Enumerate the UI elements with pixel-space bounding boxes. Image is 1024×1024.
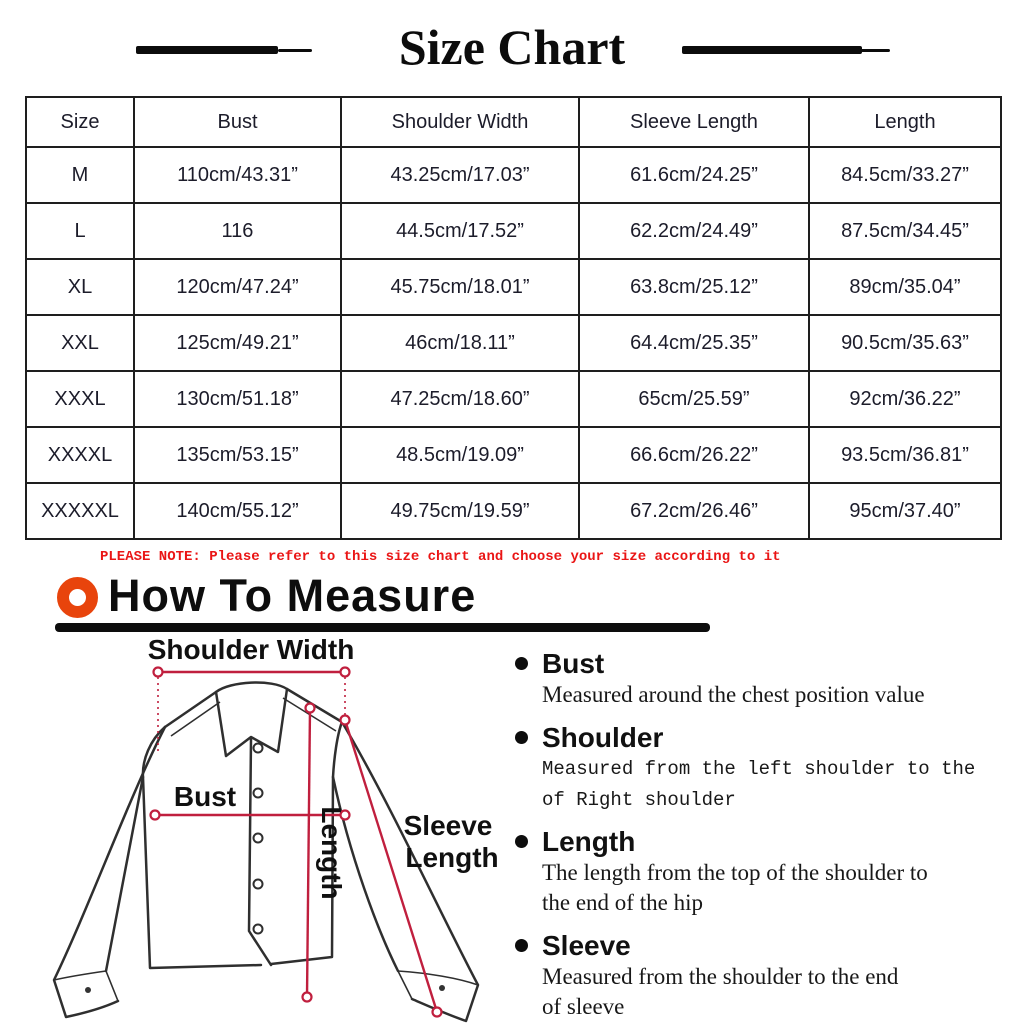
table-cell: 120cm/47.24” — [134, 259, 341, 315]
table-cell: 65cm/25.59” — [579, 371, 809, 427]
table-cell: 62.2cm/24.49” — [579, 203, 809, 259]
measure-description: of sleeve — [542, 994, 625, 1019]
column-header-bust: Bust — [134, 97, 341, 147]
jacket-left-cuff-seam — [54, 971, 118, 1001]
column-header-size: Size — [26, 97, 134, 147]
table-cell: 48.5cm/19.09” — [341, 427, 579, 483]
sleeve-length-label-line1: Sleeve — [403, 810, 493, 841]
table-cell: 84.5cm/33.27” — [809, 147, 1001, 203]
table-cell: L — [26, 203, 134, 259]
jacket-left-cuff-button — [85, 987, 91, 993]
table-cell: 140cm/55.12” — [134, 483, 341, 539]
title-rule-right — [682, 46, 862, 54]
measure-term: Sleeve — [542, 930, 631, 961]
measure-term: Shoulder — [542, 722, 664, 753]
size-table — [25, 96, 1002, 540]
jacket-buttons — [254, 744, 263, 934]
table-cell: 46cm/18.11” — [341, 315, 579, 371]
how-to-measure-heading: How To Measure — [108, 570, 477, 621]
table-cell: XXXXXL — [26, 483, 134, 539]
table-cell: 67.2cm/26.46” — [579, 483, 809, 539]
table-cell: 44.5cm/17.52” — [341, 203, 579, 259]
table-header-row — [26, 97, 1001, 147]
table-cell: 93.5cm/36.81” — [809, 427, 1001, 483]
measure-item-bust — [515, 648, 925, 710]
table-cell: M — [26, 147, 134, 203]
table-cell: 45.75cm/18.01” — [341, 259, 579, 315]
note-text: PLEASE NOTE: Please refer to this size chart and choose your size according to it — [100, 549, 781, 565]
length-line — [307, 708, 310, 997]
table-row — [26, 259, 1001, 315]
heading-underline — [55, 623, 710, 632]
bullet-icon — [515, 657, 528, 670]
table-cell: 66.6cm/26.22” — [579, 427, 809, 483]
table-cell: 47.25cm/18.60” — [341, 371, 579, 427]
bust-label: Bust — [173, 781, 237, 812]
jacket-right-cuff-button — [439, 985, 445, 991]
jacket-left-sleeve-inner — [106, 777, 143, 971]
table-cell: 110cm/43.31” — [134, 147, 341, 203]
measure-description: of Right shoulder — [542, 789, 736, 811]
column-header-shoulder-width: Shoulder Width — [341, 97, 579, 147]
bullet-icon — [515, 835, 528, 848]
measure-term: Bust — [542, 648, 605, 679]
table-cell: XXXL — [26, 371, 134, 427]
column-header-length: Length — [809, 97, 1001, 147]
title-rule-right-tail — [860, 49, 890, 52]
table-cell: XXL — [26, 315, 134, 371]
table-row — [26, 147, 1001, 203]
table-cell: 92cm/36.22” — [809, 371, 1001, 427]
measure-item-length — [515, 826, 928, 918]
measure-description: Measured from the shoulder to the end — [542, 964, 899, 989]
measure-item-shoulder — [515, 722, 975, 816]
title-rule-left — [136, 46, 278, 54]
sleeve-length-label-line2: Length — [405, 842, 499, 873]
table-row — [26, 371, 1001, 427]
table-cell: 43.25cm/17.03” — [341, 147, 579, 203]
measure-term: Length — [542, 826, 636, 857]
page-title: Size Chart — [398, 19, 626, 75]
table-cell: 95cm/37.40” — [809, 483, 1001, 539]
jacket-right-cuff-seam — [398, 971, 478, 999]
table-cell: XL — [26, 259, 134, 315]
measure-item-sleeve — [515, 930, 898, 1022]
measure-description: the end of the hip — [542, 890, 703, 915]
table-row — [26, 483, 1001, 539]
table-row — [26, 427, 1001, 483]
table-cell: 125cm/49.21” — [134, 315, 341, 371]
table-row — [26, 203, 1001, 259]
table-cell: 116 — [134, 203, 341, 259]
measure-description: Measured from the left shoulder to the — [542, 758, 976, 780]
bullet-icon — [515, 939, 528, 952]
table-cell: 63.8cm/25.12” — [579, 259, 809, 315]
table-cell: 64.4cm/25.35” — [579, 315, 809, 371]
jacket-left-sleeve-outline — [54, 727, 165, 1017]
shoulder-width-label: Shoulder Width — [147, 635, 355, 665]
title-rule-left-tail — [278, 49, 312, 52]
garment-measurement-diagram — [30, 635, 510, 1024]
table-cell: 90.5cm/35.63” — [809, 315, 1001, 371]
table-cell: 130cm/51.18” — [134, 371, 341, 427]
table-cell: 49.75cm/19.59” — [341, 483, 579, 539]
length-label: Length — [316, 806, 347, 900]
measure-description: The length from the top of the shoulder to — [542, 860, 928, 885]
column-header-sleeve-length: Sleeve Length — [579, 97, 809, 147]
table-cell: 89cm/35.04” — [809, 259, 1001, 315]
jacket-body-outline — [143, 722, 342, 968]
table-cell: 87.5cm/34.45” — [809, 203, 1001, 259]
target-ring-icon — [57, 577, 98, 618]
table-cell: 135cm/53.15” — [134, 427, 341, 483]
table-row — [26, 315, 1001, 371]
table-cell: 61.6cm/24.25” — [579, 147, 809, 203]
bullet-icon — [515, 731, 528, 744]
measure-description: Measured around the chest position value — [542, 682, 925, 707]
table-cell: XXXXL — [26, 427, 134, 483]
